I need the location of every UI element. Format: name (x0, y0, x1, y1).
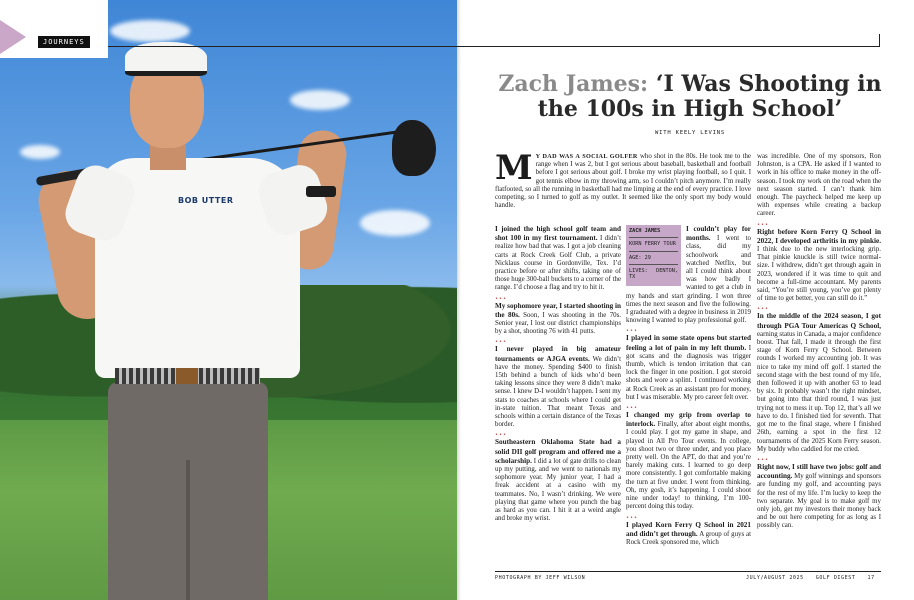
paragraph-lead: Right now, I still have two jobs: golf and accounting. (757, 462, 881, 481)
paragraph-text: earning status in Canada, a major confidence boost. That fall, I made it through the first stage of Korn Ferry Q School. Between rounds I worked my accounting job. It was nice to take my mind off golf. I started the second stage with the best round of my life, then followed it up with another 63 to lead by six. It probably wasn’t the right mindset, but going into that third round, I was just trying not to mess it up. Top 12, that’s all we have to do. I finished tied for seventh. That got me to the final stage, where I finished 26th, earning a spot in the first 12 tournaments of the 2025 Korn Ferry season. My buddy who caddied for me cried. (757, 330, 881, 453)
paragraph-lead: Southeastern Oklahoma State had a solid DII golf program and offered me a scholarship. (495, 438, 621, 465)
paragraph-lead: In the middle of the 2024 season, I got through PGA Tour Americas Q School, (757, 312, 881, 330)
paragraph-text: I did a lot of gate drills to clean up my putting, and we went to nationals my sophomore year. My junior year, I had a freak accident at a casino with my teammates. No, I wasn’t drinking. We were playing that game where you punch the bag as hard as you can. I hit it at a weird angle and broke my wrist. (495, 457, 621, 523)
top-rule (108, 46, 880, 47)
paragraph-text: Soon, I was shooting in the 70s. Senior year, I lost our district championships by a shot, shooting 76 with 41 putts. (495, 311, 621, 336)
drop-cap: M (495, 148, 533, 188)
paragraph-separator: ••• (626, 328, 639, 335)
article-paragraph (495, 438, 621, 523)
article-paragraph (626, 411, 751, 511)
belt-buckle (176, 368, 198, 384)
paragraph-separator: ••• (757, 306, 770, 313)
cap (125, 42, 207, 76)
wristband (306, 186, 336, 197)
article-paragraph (757, 463, 881, 531)
paragraph-text: I didn’t realize how bad that was. I got a job cleaning carts at Rock Creek Golf Club, a private Nicklaus course in Gordonville, Tex. I’d practice before or after shifts, taking one of those huge 300-ball buckets to a corner of the range. I’d choose a flag and try to hit it. (495, 235, 622, 292)
photo-credit: PHOTOGRAPH BY JEFF WILSON (495, 575, 586, 581)
paragraph-text: My golf winnings and sponsors are funding my golf, and accounting pays for the rest of my life. I’m lucky to keep the two separate. My goal is to make golf my only job, get my investors their money back and be out here competing for as long as I possibly can. (757, 473, 881, 530)
paragraph-lead: I couldn’t play for months. (686, 225, 751, 243)
magazine-name: GOLF DIGEST (815, 575, 856, 581)
paragraph-text: I went to class, did my schoolwork and watched Netflix, but all I could think about was how badly I wanted to get a club in my hands and start grinding. I won three times the next season and five the following. I graduated with a degree in business in 2019 knowing I wanted to play professional golf. (626, 235, 751, 325)
article-paragraph (757, 228, 881, 304)
paragraph-lead: I joined the high school golf team and shot 100 in my first tournament. (495, 225, 621, 243)
profile-box (626, 225, 681, 286)
paragraph-text: We didn’t have the money. Spending $400 to finish 15th behind a bunch of kids who’d been taking lessons since they were 8 didn’t make sense. I knew D-I wouldn’t happen. I sent my stats to coaches at schools where I could get in-state tuition. That meant Texas and schools within a certain distance of the Texas border. (495, 355, 621, 429)
article-paragraph (626, 334, 751, 402)
column-1 (495, 225, 621, 525)
article-title (490, 72, 890, 122)
shirt-sponsor-logo: BOB UTTER (178, 196, 234, 205)
paragraph-separator: ••• (495, 432, 508, 439)
paragraph-separator: ••• (495, 339, 508, 346)
paragraph-lead: Right before Korn Ferry Q School in 2022, I developed arthritis in my pinkie. (757, 227, 881, 245)
paragraph-text: Finally, after about eight months, I could play. I got my game in shape, and played in All Pro Tour events. In college, you shoot two or three under, and you place pretty well. On the APT, do that and you’re barely making cuts. I learned to go deep more consistently. I got comfortable making the turn at five under. I went from thinking, Oh, my gosh, it’s happening. I could shoot nine under today! to thinking, I’m 100-percent doing this today. (626, 421, 751, 511)
title-name: Zach James: (498, 71, 649, 97)
paragraph-lead: I played in some state opens but started feeling a lot of pain in my left thumb. (626, 334, 751, 352)
pants-seam (186, 460, 190, 600)
profile-name: ZACH JAMES (629, 228, 678, 238)
section-label: JOURNEYS (38, 36, 90, 48)
folio (746, 575, 875, 581)
intro-lead: Y DAD WAS A SOCIAL GOLFER (535, 153, 638, 160)
driver-head (392, 120, 436, 176)
intro-text: who shot in the 80s. He took me to the range when I was 2, but I got serious about baseball, basketball and football before I got serious about golf. I broke my wrist playing football, so I quit. I got tennis elbow in my throwing arm, so I couldn’t pitch anymore. I’m really flatfooted, so all the running in basketball had me limping at the end of every practice. I love competing, so I turned to golf as my outlet. It seemed like the only sport my body would handle. (495, 153, 751, 210)
column-3 (757, 153, 881, 532)
paragraph-separator: ••• (495, 295, 508, 302)
paragraph-lead: My sophomore year, I started shooting in the 80s. (495, 301, 621, 319)
page-gutter (457, 0, 461, 600)
article-paragraph (626, 521, 751, 548)
profile-lives: LIVES: DENTON, TX (629, 267, 678, 281)
issue-date: JULY/AUGUST 2025 (746, 575, 804, 581)
paragraph-separator: ••• (626, 514, 639, 521)
profile-age: AGE: 29 (629, 255, 678, 265)
article-paragraph (495, 302, 621, 337)
paragraph-text: A group of guys at Rock Creek sponsored me, which (626, 530, 751, 546)
column-2 (626, 225, 751, 548)
article-paragraph (495, 225, 621, 293)
article-paragraph (757, 312, 881, 453)
footer-rule (495, 571, 881, 572)
paragraph-lead: I changed my grip from overlap to interlock. (626, 411, 751, 429)
paragraph-separator: ••• (757, 221, 770, 228)
title-quote: ‘I Was Shooting in the 100s in High School’ (537, 71, 882, 122)
article-paragraph (757, 153, 881, 219)
paragraph-text: was incredible. One of my sponsors, Ron Johnston, is a CPA. He asked if I wanted to work in his office to make money in the off-season. I took my work on the road when the next season started. I can’t thank him enough. The paycheck helped me keep up with expenses while creating a backup career. (757, 153, 882, 218)
paragraph-text: I think due to the new interlocking grip. That pinkie knuckle is still twice normal-size. I withdrew, didn’t get through again in 2023, wondered if it was time to quit and become a full-time accountant. My parents said, “You’re still young, you’ve got plenty of time to get better, you can still do it.” (757, 246, 881, 303)
paragraph-lead: I never played in big amateur tournaments or AJGA events. (495, 345, 621, 363)
paragraph-separator: ••• (757, 456, 770, 463)
tab-triangle-icon (0, 20, 26, 54)
article-paragraph (495, 345, 621, 429)
paragraph-separator: ••• (626, 405, 639, 412)
byline: WITH KEELY LEVINS (655, 130, 725, 136)
intro-paragraph (495, 148, 751, 210)
top-rule-end (879, 34, 880, 47)
paragraph-text: I got scans and the diagnosis was trigger thumb, which is tendon irritation that can lock the finger in one position. I got steroid shots and wore a splint. I continued working at Rock Creek as an assistant pro for money, but I was miserable. My pro career felt over. (626, 344, 751, 401)
paragraph-lead: I played Korn Ferry Q School in 2021 and didn’t get through. (626, 520, 751, 538)
profile-tour: KORN FERRY TOUR (629, 241, 678, 251)
page-number: 17 (867, 575, 875, 581)
